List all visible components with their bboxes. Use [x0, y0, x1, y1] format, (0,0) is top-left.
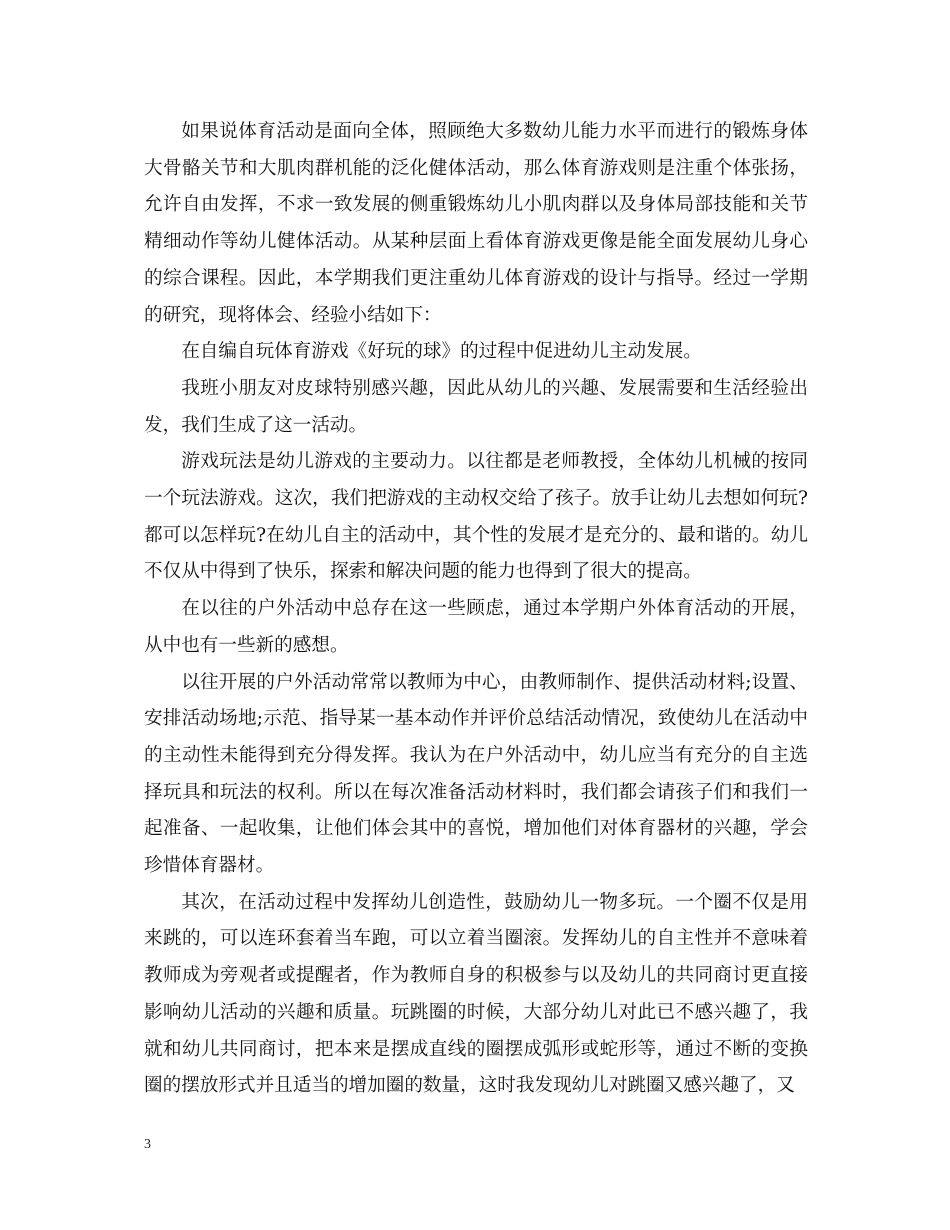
paragraph-3: 我班小朋友对皮球特别感兴趣，因此从幼儿的兴趣、发展需要和生活经验出发，我们生成了这一活动。: [144, 377, 808, 436]
paragraph-7: 其次，在活动过程中发挥幼儿创造性，鼓励幼儿一物多玩。一个圈不仅是用来跳的，可以连环套着当车跑，可以立着当圈滚。发挥幼儿的自主性并不意味着教师成为旁观者或提醒者，作为教师自身的积极参与以及幼儿的共同商讨更直接影响幼儿活动的兴趣和质量。玩跳圈的时候，大部分幼儿对此已不感兴趣了，我就和幼儿共同商讨，把本来是摆成直线的圈摆成弧形或蛇形等，通过不断的变换圈的摆放形式并且适当的增加圈的数量，这时我发现幼儿对跳圈又感兴趣了，又: [144, 891, 808, 1097]
page-number: 3: [144, 1137, 151, 1152]
paragraph-6: 以往开展的户外活动常常以教师为中心，由教师制作、提供活动材料;设置、安排活动场地;示范、指导某一基本动作并评价总结活动情况，致使幼儿在活动中的主动性未能得到充分得发挥。我认为在户外活动中，幼儿应当有充分的自主选择玩具和玩法的权利。所以在每次准备活动材料时，我们都会请孩子们和我们一起准备、一起收集，让他们体会其中的喜悦，增加他们对体育器材的兴趣，学会珍惜体育器材。: [144, 671, 808, 877]
paragraph-4: 游戏玩法是幼儿游戏的主要动力。以往都是老师教授，全体幼儿机械的按同一个玩法游戏。这次，我们把游戏的主动权交给了孩子。放手让幼儿去想如何玩?都可以怎样玩?在幼儿自主的活动中，其个性的发展才是充分的、最和谐的。幼儿不仅从中得到了快乐，探索和解决问题的能力也得到了很大的提高。: [144, 451, 808, 583]
paragraph-5: 在以往的户外活动中总存在这一些顾虑，通过本学期户外体育活动的开展，从中也有一些新的感想。: [144, 598, 808, 656]
paragraph-1: 如果说体育活动是面向全体，照顾绝大多数幼儿能力水平而进行的锻炼身体大骨骼关节和大肌肉群机能的泛化健体活动，那么体育游戏则是注重个体张扬，允许自由发挥，不求一致发展的侧重锻炼幼儿小肌肉群以及身体局部技能和关节精细动作等幼儿健体活动。从某种层面上看体育游戏更像是能全面发展幼儿身心的综合课程。因此，本学期我们更注重幼儿体育游戏的设计与指导。经过一学期的研究，现将体会、经验小结如下：: [144, 121, 808, 326]
document-body: [144, 114, 808, 1105]
paragraph-2: 在自编自玩体育游戏《好玩的球》的过程中促进幼儿主动发展。: [181, 341, 702, 363]
